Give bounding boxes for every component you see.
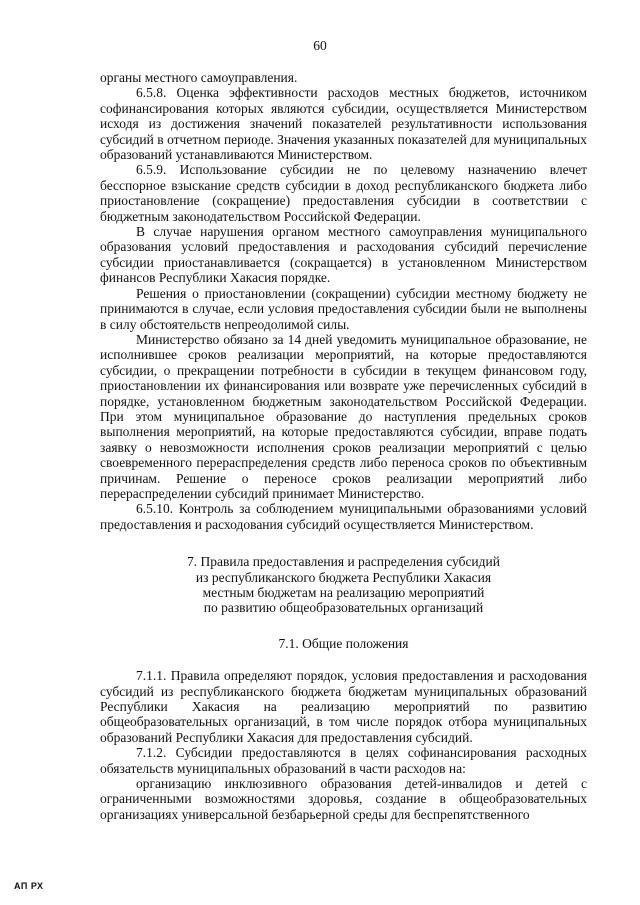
footer-mark: АП РХ [14,881,44,891]
section-title-line: местным бюджетам на реализацию мероприятий [202,585,485,600]
paragraph-6-5-9: 6.5.9. Использование субсидии не по целевому назначению влечет бесспорное взыскание средств субсидии в доход республиканского бюджета либо приостановление (сокращение) предоставления субсидии в соответствии с бюджетным законодательством Российской Федерации. [100,162,587,224]
paragraph-6-5-8: 6.5.8. Оценка эффективности расходов местных бюджетов, источником софинансирования которых являются субсидии, осуществляется Министерством исходя из достижения значений показателей результативности использования субсидий в отчетном периоде. Значения указанных показателей для муниципальных образований устанавливаются Министерством. [100,85,587,163]
paragraph-decision: Решения о приостановлении (сокращении) субсидии местному бюджету не принимаются в случае, если условия предоставления субсидии были не выполнены в силу обстоятельств непреодолимой силы. [100,285,587,332]
paragraph-ministry-notice: Министерство обязано за 14 дней уведомить муниципальное образование, не исполнившее сроков реализации мероприятий, на которые предоставляются субсидии, о прекращении потребности в субсидии в текущем финансовом году, приостановлении их финансирования или возврате уже перечисленных субсидий в порядке, установленном бюджетным законодательством Российской Федерации. При этом муниципальное образование до наступления предельных сроков выполнения мероприятий, на которые предоставляются субсидии, вправе подать заявку о невозможности исполнения сроков реализации мероприятий с целью своевременного перераспределения средств либо переноса сроков по объективным причинам. Решение о переносе сроков реализации мероприятий либо перераспределении субсидий принимает Министерство. [100,331,587,501]
paragraph-7-1-1: 7.1.1. Правила определяют порядок, условия предоставления и расходования субсидий из республиканского бюджета бюджетам муниципальных образований Республики Хакасия на реализацию мероприятий по развитию общеобразовательных организаций, в том числе порядок отбора муниципальных образований Республики Хакасия для предоставления субсидий. [100,668,587,745]
paragraph-violation: В случае нарушения органом местного самоуправления муниципального образования условий предоставления и расходования субсидий перечисление субсидии приостанавливается (сокращается) в установленном Министерством финансов Республики Хакасия порядке. [100,224,587,286]
paragraph-7-1-2: 7.1.2. Субсидии предоставляются в целях софинансирования расходных обязательств муниципальных образований в части расходов на: [100,745,587,776]
paragraph-continuation: органы местного самоуправления. [100,70,298,85]
section-title-line: 7. Правила предоставления и распределения субсидий [187,554,500,570]
page-number: 60 [313,38,327,53]
section-title [100,554,587,616]
section-title-line: из республиканского бюджета Республики Хакасия [195,569,492,585]
section-title-line: по развитию общеобразовательных организаций [203,600,484,616]
document-body [100,70,587,822]
subsection-title: 7.1. Общие положения [278,635,409,651]
paragraph-6-5-10: 6.5.10. Контроль за соблюдением муниципальными образованиями условий предоставления и расходования субсидий осуществляется Министерством. [100,501,587,532]
paragraph-inclusive-education: организацию инклюзивного образования детей-инвалидов и детей с ограниченными возможностями здоровья, создание в общеобразовательных организациях универсальной безбарьерной среды для беспрепятственного [100,776,587,822]
